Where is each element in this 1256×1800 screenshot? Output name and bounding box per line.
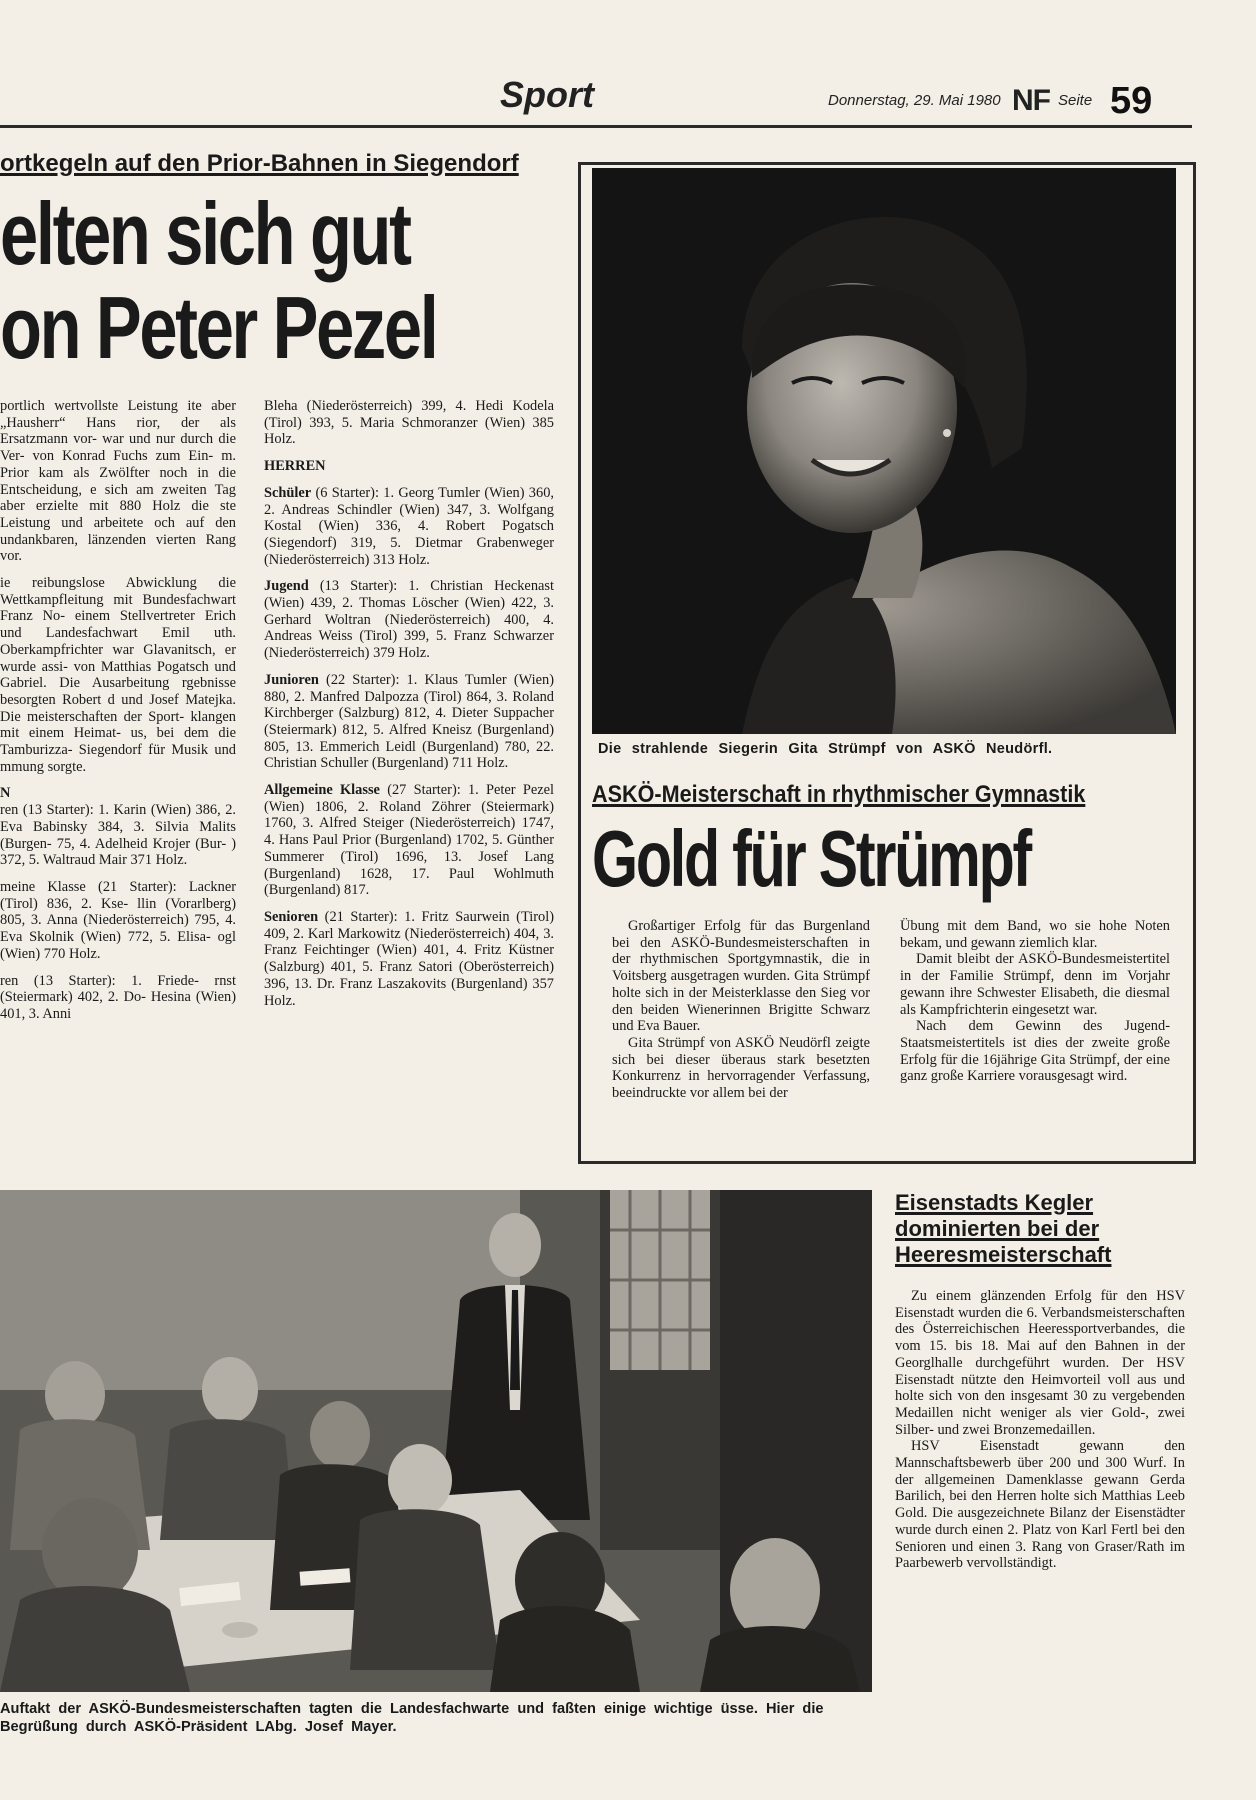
portrait-illustration	[592, 168, 1176, 734]
paragraph: meine Klasse (21 Starter): Lackner (Tirol) 836, 2. Kse- llin (Vorarlberg) 805, 3. Anna (Niederösterreich) 795, 4. Eva Skolnik (Wien) 772, 5. Elisa- ogl (Wien) 770 Holz.	[0, 878, 236, 962]
paragraph: portlich wertvollste Leistung ite aber „Hausherr“ Hans rior, der als Ersatzmann vor- war und nur durch die Ver- von Konrad Fuchs zum Ein- m. Prior kam als Zwölfter noch in die Entscheidung, e sich am zweiten Tag aber erzielte mit 880 Holz die ste Leistung und arbeitete och auf den undankbaren, länzenden vierten Rang vor.	[0, 398, 236, 565]
paragraph: Übung mit dem Band, wo sie hohe Noten bekam, und gewann ziemlich klar.	[900, 918, 1170, 951]
article1-headline-line2: on Peter Pezel	[0, 278, 437, 377]
paragraph: HSV Eisenstadt gewann den Mannschaftsbewerb über 200 und 300 Wurf. In der allgemeinen Damenklasse gewann Gerda Barilich, bei den Herren holte sich Matthias Leeb Gold. Die ausgezeichnete Bilanz der Eisenstädter wurde durch einen 2. Platz von Karl Fertl bei den Senioren und einen 3. Rang von Graser/Rath im Paarbewerb vervollständigt.	[895, 1438, 1185, 1572]
results-heading: HERREN	[264, 458, 326, 475]
newspaper-logo: NF	[1012, 84, 1050, 117]
results-block: Schüler (6 Starter): 1. Georg Tumler (Wien) 360, 2. Andreas Schindler (Wien) 347, 3. Wolfgang Kostal (Wien) 336, 4. Robert Pogatsch (Siegendorf) 319, 5. Dietmar Grabenweger (Niederösterreich) 313 Holz.	[264, 484, 554, 568]
paragraph: ren (13 Starter): 1. Friede- rnst (Steiermark) 402, 2. Do- Hesina (Wien) 401, 3. Anni	[0, 972, 236, 1022]
section-letter: N	[0, 785, 11, 802]
paragraph: ie reibungslose Abwicklung die Wettkampfleitung mit Bundesfachwart Franz No- einem Stellvertreter Erich und Landesfachwart Emil uth. Oberkampfrichter war Glavanitsch, er wurde assi- von Matthias Pogatsch und Gabriel. Die Ausarbeitung rgebnisse besorgten Robert d und Josef Matejka. Die meisterschaften der Sport- klangen mit einem Heimat- us, bei dem die Tamburizza- Siegendorf für Musik und mmung sorgte.	[0, 575, 236, 775]
article3-body	[895, 1288, 1185, 1572]
article1-kicker: ortkegeln auf den Prior-Bahnen in Siegendorf	[0, 150, 519, 177]
paragraph: ren (13 Starter): 1. Karin (Wien) 386, 2. Eva Babinsky 384, 3. Silvia Malits (Burgen- 75, 4. Adelheid Krojer (Bur- ) 372, 5. Waltraud Mair 371 Holz.	[0, 802, 236, 869]
issue-date: Donnerstag, 29. Mai 1980	[828, 92, 1001, 109]
article2-column-1	[612, 918, 870, 1102]
article2-kicker: ASKÖ-Meisterschaft in rhythmischer Gymnastik	[592, 781, 1086, 808]
article3-headline-line1: Eisenstadts Kegler	[895, 1190, 1094, 1215]
article1-headline-line1: elten sich gut	[0, 184, 410, 283]
meeting-photo	[0, 1190, 872, 1692]
article2-column-2	[900, 918, 1170, 1085]
page-number: 59	[1110, 80, 1153, 122]
results-block: Jugend (13 Starter): 1. Christian Heckenast (Wien) 439, 2. Thomas Löscher (Wien) 422, 3. Gerhard Woltran (Niederösterreich) 400, 4. Andreas Weiss (Tirol) 399, 5. Franz Schwarzer (Niederösterreich) 379 Holz.	[264, 578, 554, 662]
meeting-illustration	[0, 1190, 872, 1692]
page-label: Seite	[1058, 92, 1093, 109]
article3-headline	[895, 1190, 1195, 1268]
article2-headline: Gold für Strümpf	[592, 814, 1031, 903]
portrait-caption: Die strahlende Siegerin Gita Strümpf von ASKÖ Neudörfl.	[598, 741, 1053, 757]
paragraph: Bleha (Niederösterreich) 399, 4. Hedi Kodela (Tirol) 393, 5. Maria Schmoranzer (Wien) 385 Holz.	[264, 398, 554, 448]
results-block: Senioren (21 Starter): 1. Fritz Saurwein (Tirol) 409, 2. Karl Markowitz (Niederösterreich) 404, 3. Franz Feichtinger (Wien) 401, 4. Fritz Küstner (Salzburg) 401, 5. Franz Satori (Oberösterreich) 396, 13. Dr. Franz Laszakovits (Burgenland) 357 Holz.	[264, 908, 554, 1009]
meeting-caption: Auftakt der ASKÖ-Bundesmeisterschaften tagten die Landesfachwarte und faßten einige wichtige üsse. Hier die Begrüßung durch ASKÖ-Präsident LAbg. Josef Mayer.	[0, 1701, 824, 1735]
article1-column-1	[0, 398, 236, 1023]
paragraph: Gita Strümpf von ASKÖ Neudörfl zeigte sich bei dieser überaus stark besetzten Konkurrenz in hervorragender Verfassung, beeindruckte vor allem bei der	[612, 1034, 870, 1102]
gymnast-portrait-photo	[592, 168, 1176, 734]
article3-headline-line2: dominierten bei der	[895, 1216, 1100, 1241]
article1-column-2	[264, 398, 554, 1009]
header-rule	[0, 125, 1192, 128]
results-block: Junioren (22 Starter): 1. Klaus Tumler (Wien) 880, 2. Manfred Dalpozza (Tirol) 864, 3. Roland Kirchberger (Salzburg) 812, 4. Dieter Suppacher (Steiermark) 812, 5. Alfred Kneisz (Burgenland) 805, 13. Emmerich Leidl (Burgenland) 780, 22. Christian Schuller (Burgenland) 711 Holz.	[264, 671, 554, 772]
article3-headline-line3: Heeresmeisterschaft	[895, 1242, 1112, 1267]
paragraph: Damit bleibt der ASKÖ-Bundesmeistertitel in der Familie Strümpf, denn im Vorjahr gewann ihre Schwester Elisabeth, die diesmal als Kampfrichterin eingesetzt war.	[900, 951, 1170, 1018]
results-block: Allgemeine Klasse (27 Starter): 1. Peter Pezel (Wien) 1806, 2. Roland Zöhrer (Steiermark) 1760, 3. Alfred Steiger (Niederösterreich) 1747, 4. Hans Paul Prior (Burgenland) 1702, 5. Günther Summerer (Tirol) 1696, 13. Josef Lang (Burgenland) 1628, 17. Paul Wohlmuth (Burgenland) 817.	[264, 782, 554, 899]
paragraph: Zu einem glänzenden Erfolg für den HSV Eisenstadt wurden die 6. Verbandsmeisterschaften des Österreichischen Heeressportverbandes, die vom 15. bis 18. Mai auf den Bahnen in der Georglhalle durchgeführt wurden. Der HSV Eisenstadt nützte den Heimvorteil voll aus und holte sich von den insgesamt 30 zu vergebenden Medaillen nicht weniger als vier Gold-, zwei Silber- und zwei Bronzemedaillen.	[895, 1288, 1185, 1438]
paragraph: Großartiger Erfolg für das Burgenland bei den ASKÖ-Bundesmeisterschaften in der rhythmischen Sportgymnastik, die in Voitsberg ausgetragen wurden. Gita Strümpf holte sich in der Meisterklasse den Sieg vor den beiden Wienerinnen Brigitte Schwarz und Eva Bauer.	[612, 918, 870, 1035]
paragraph: Nach dem Gewinn des Jugend-Staatsmeistertitels ist dies der zweite große Erfolg für die 16jährige Gita Strümpf, der eine ganz große Karriere vorausgesagt wird.	[900, 1018, 1170, 1085]
section-title: Sport	[500, 74, 594, 115]
